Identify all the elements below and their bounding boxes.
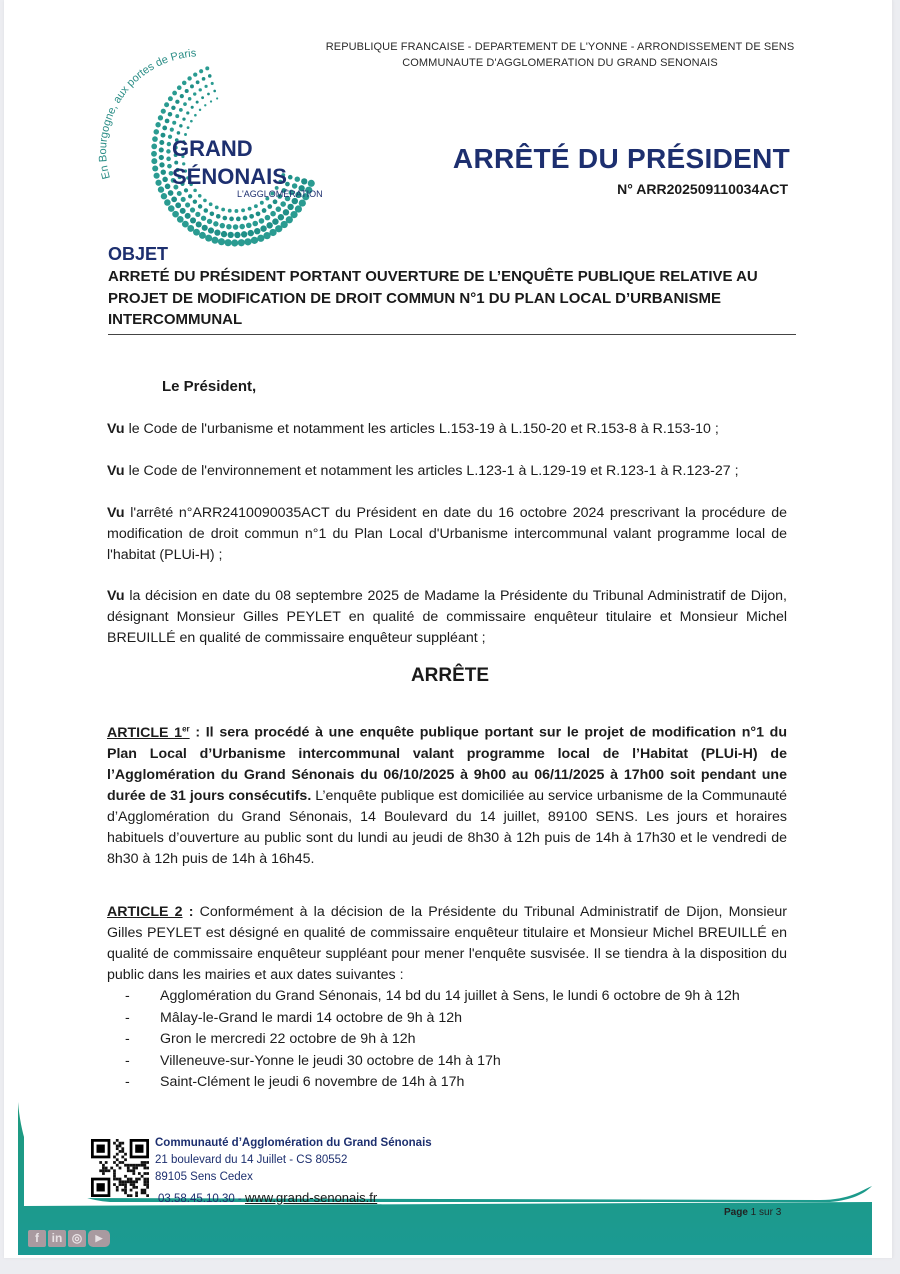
article-1 — [107, 718, 787, 870]
logo-dot — [228, 232, 234, 238]
logo-dot — [209, 202, 213, 206]
youtube-icon[interactable]: ▶ — [88, 1230, 110, 1247]
vu-label: Vu — [107, 505, 125, 521]
vu-label: Vu — [107, 588, 125, 604]
logo-dot — [241, 208, 245, 212]
logo-dot — [216, 97, 218, 99]
logo-dot — [196, 221, 202, 227]
logo-dot — [159, 147, 164, 152]
website-link[interactable]: www.grand-senonais.fr — [244, 1190, 378, 1205]
logo-subtitle: L'AGGLOMÉRATION — [237, 189, 323, 199]
logo-dot — [251, 237, 258, 244]
objet-text: ARRETÉ DU PRÉSIDENT PORTANT OUVERTURE DE L’ENQUÊTE PUBLIQUE RELATIVE AU PROJET DE MODIFICATION DE DROIT COMMUN N°1 DU PLAN LOCAL D’URBANISME INTERCOMMUNAL — [108, 266, 796, 335]
logo-dot — [190, 217, 196, 223]
logo-dot — [190, 84, 194, 88]
logo-dot — [168, 190, 174, 196]
logo-dot — [152, 136, 158, 142]
header-line-2: COMMUNAUTE D'AGGLOMERATION DU GRAND SENONAIS — [402, 57, 718, 69]
logo-dot — [210, 100, 212, 102]
logo-dot — [175, 100, 179, 104]
logo-dot — [205, 66, 209, 70]
logo-dot — [154, 129, 160, 135]
footer-address: 21 boulevard du 14 Juillet - CS 80552 — [155, 1154, 348, 1166]
logo-dot — [267, 204, 272, 209]
logo-dot — [185, 213, 191, 219]
logo-dot — [215, 205, 219, 209]
list-item: - Saint-Clément le jeudi 6 novembre de 14h à 17h — [125, 1074, 465, 1090]
logo-dot — [254, 204, 258, 208]
logo-dot — [179, 108, 183, 112]
logo-dot — [181, 197, 186, 202]
logo-dot — [175, 114, 179, 118]
logo-dot — [185, 89, 189, 93]
logo-dot — [204, 85, 207, 88]
logo-dot — [256, 211, 261, 216]
list-item: - Gron le mercredi 22 octobre de 9h à 12h — [125, 1031, 416, 1047]
logo-dot — [177, 216, 184, 223]
logo-dot — [260, 201, 264, 205]
logo-dot — [214, 230, 220, 236]
arrete-heading: ARRÊTE — [410, 665, 490, 686]
logo-dot — [193, 189, 197, 193]
logo-dot — [205, 235, 212, 242]
logo-dot — [162, 177, 168, 183]
logo-dot — [193, 92, 196, 95]
logo-dot — [199, 88, 202, 91]
logo-dot — [199, 109, 201, 111]
logo-dot — [273, 199, 278, 204]
logo-dot — [166, 157, 171, 162]
logo-dot — [244, 238, 251, 245]
logo-dot — [266, 222, 272, 228]
list-item: - Agglomération du Grand Sénonais, 14 bd du 14 juillet à Sens, le lundi 6 octobre de 9h à 12h — [125, 988, 740, 1004]
qr-code[interactable] — [91, 1139, 149, 1197]
logo-dot — [191, 106, 194, 109]
article-2: ARTICLE 2 : Conformément à la décision de la Présidente du Tribunal Administratif de Dijon, Monsieur Gilles PEYLET est désigné en qualité de commissaire enquêteur titulaire et Monsieur Michel BREUILLÉ en qualité de commissaire enquêteur suppléant pour mener l'enquête susvisée. Il se tiendra à la disposition du public dans les mairies et aux dates suivantes : - Agglomération du Grand Sénonais, 14 bd du 14 juillet à Sens, le lundi 6 octobre de 9h à 12h - Mâlay-le-Grand le mardi 14 octobre de 9h à 12h - Gron le mercredi 22 octobre de 9h à 12h - Villeneuve-sur-Yonne le jeudi 30 octobre de 14h à 17h - Saint-Clément le jeudi 6 novembre de 14h à 17h — [107, 902, 787, 1094]
logo-tagline: En Bourgogne, aux portes de Paris — [97, 47, 197, 181]
logo-dot — [262, 208, 267, 213]
logo-dot — [203, 199, 207, 203]
logo-dot — [172, 91, 177, 96]
instagram-icon[interactable]: ◎ — [68, 1230, 86, 1247]
logo-dot — [168, 205, 175, 212]
logo-dot — [292, 183, 298, 189]
considerant-text: le Code de l'environnement et notamment les articles L.123-1 à L.129-19 et R.123-1 à R.123-27 ; — [128, 463, 739, 479]
logo-dot — [185, 202, 190, 207]
logo-dot — [199, 232, 206, 239]
logo-dot — [172, 211, 179, 218]
logo-dot — [202, 77, 206, 81]
logo-dot — [238, 239, 245, 246]
logo-dot — [288, 175, 293, 180]
vu-label: Vu — [107, 421, 125, 437]
logo-dot — [233, 224, 239, 230]
logo-dot — [161, 170, 166, 175]
logo-dot — [225, 239, 232, 246]
logo-dot — [175, 202, 181, 208]
logo-dot — [194, 114, 197, 117]
logo-dot — [270, 211, 276, 217]
logo-dot — [259, 218, 265, 224]
considerant-3 — [107, 503, 787, 566]
logo-dot — [151, 144, 157, 150]
logo-dot — [161, 193, 167, 199]
logo-dot — [208, 74, 212, 78]
considerant-4 — [107, 586, 787, 649]
logo-dot — [226, 224, 231, 229]
logo-dot — [151, 151, 157, 157]
objet-label: OBJET — [108, 244, 169, 264]
logo-dot — [276, 206, 282, 212]
article-1-text: L’enquête publique est domiciliée au service urbanisme de la Communauté d’Agglomération du Grand Sénonais, 14 Boulevard du 14 juillet, 89100 SENS. Les jours et horaires habituels d’ouverture au public sont du lundi au jeudi de 8h30 à 12h puis de 14h à 17h30 et le vendredi de 8h30 à 12h puis de 14h à 16h45. — [107, 787, 787, 867]
logo-dot — [236, 217, 241, 222]
logo-dot — [301, 178, 307, 184]
considerant-1 — [107, 419, 787, 440]
logo-dot — [220, 223, 225, 228]
logo-dot — [168, 112, 173, 117]
logo-dot — [248, 230, 254, 236]
logo-dot — [216, 214, 221, 219]
logo-dot — [166, 149, 170, 153]
logo-dot — [231, 239, 238, 246]
logo-dot — [165, 184, 171, 190]
logo-dot — [170, 128, 174, 132]
logo-dot — [204, 208, 209, 213]
logo-dot — [165, 119, 170, 124]
logo-dot — [151, 158, 157, 164]
logo-dot — [243, 216, 248, 221]
logo-dot — [295, 205, 302, 212]
logo-dot — [177, 85, 182, 90]
logo-dot — [158, 186, 164, 192]
logo-dot — [180, 208, 186, 214]
logo-name-line2: SÉNONAIS — [172, 164, 287, 189]
logo-dot — [228, 209, 232, 213]
logo-dot — [158, 115, 163, 120]
logo-dot — [177, 191, 182, 196]
logo-dot — [164, 102, 169, 107]
list-item: - Mâlay-le-Grand le mardi 14 octobre de 9h à 12h — [125, 1009, 463, 1026]
logo-dot — [183, 102, 187, 106]
logo-dot — [196, 101, 199, 104]
grand-senonais-logo — [90, 38, 350, 248]
logo-dot — [159, 140, 164, 145]
logo-dot — [218, 238, 225, 245]
logo-dot — [248, 207, 252, 211]
logo-dot — [234, 232, 240, 238]
logo-dot — [154, 173, 160, 179]
logo-dot — [213, 221, 218, 226]
header-line-1: REPUBLIQUE FRANCAISE - DEPARTEMENT DE L'YONNE - ARRONDISSEMENT DE SENS — [325, 41, 795, 53]
logo-dot — [179, 124, 182, 127]
footer-organization: Communauté d’Agglomération du Grand Sénonais — [155, 1137, 432, 1149]
logo-dot — [204, 104, 206, 106]
footer-contact — [158, 1190, 377, 1205]
footer-phone: 03.58.45.10.30 - — [158, 1193, 245, 1205]
logo-dot — [159, 155, 164, 160]
logo-dot — [249, 214, 254, 219]
president-salutation: Le Président, — [162, 378, 257, 395]
article-1-label: ARTICLE 1er — [107, 724, 190, 741]
logo-dot — [182, 81, 187, 86]
considerant-text: la décision en date du 08 septembre 2025 de Madame la Présidente du Tribunal Administratif de Dijon, désignant Monsieur Gilles PEYLET en qualité de commissaire enquêteur titulaire et Monsieur Michel BREUILLÉ en qualité de commissaire enquêteur suppléant ; — [107, 588, 787, 646]
linkedin-icon[interactable]: in — [48, 1230, 66, 1247]
logo-dot — [272, 218, 278, 224]
logo-dot — [201, 216, 206, 221]
logo-dot — [239, 224, 245, 230]
logo-dot — [159, 162, 164, 167]
list-item: - Villeneuve-sur-Yonne le jeudi 30 octobre de 14h à 17h — [125, 1052, 501, 1069]
considerant-text: le Code de l'urbanisme et notamment les articles L.153-19 à L.150-20 et R.153-8 à R.153-10 ; — [128, 421, 719, 437]
logo-dot — [193, 199, 197, 203]
logo-dot — [287, 204, 293, 210]
logo-dot — [188, 97, 192, 101]
logo-dot — [201, 96, 204, 99]
logo-dot — [208, 227, 214, 233]
logo-dot — [190, 207, 195, 212]
logo-dot — [195, 212, 200, 217]
document-title: ARRÊTÉ DU PRÉSIDENT — [452, 143, 790, 174]
logo-dot — [207, 93, 210, 96]
logo-dot — [188, 194, 192, 198]
logo-dot — [152, 165, 158, 171]
logo-dot — [187, 225, 194, 232]
logo-dot — [187, 126, 190, 129]
logo-dot — [210, 212, 215, 217]
article-2-text: Conformément à la décision de la Présidente du Tribunal Administratif de Dijon, Monsieur Gilles PEYLET est désigné en qualité de commissaire enquêteur titulaire et Monsieur Michel BREUILLÉ en qualité de commissaire enquêteur suppléant pour mener l'enquête susvisée. Il se tiendra à la disposition du public dans les mairies et aux dates suivantes : — [107, 904, 788, 983]
logo-dot — [171, 106, 175, 110]
social-links — [28, 1230, 110, 1247]
footer-city: 89105 Sens Cedex — [155, 1171, 253, 1183]
logo-dot — [172, 121, 176, 125]
logo-dot — [155, 180, 161, 186]
logo-dot — [193, 72, 197, 76]
logo-dot — [199, 69, 203, 73]
logo-dot — [221, 208, 225, 212]
logo-dot — [162, 126, 167, 131]
page-number: Page 1 sur 3 — [724, 1207, 782, 1218]
logo-dot — [161, 133, 166, 138]
logo-dot — [278, 214, 284, 220]
logo-dot — [246, 223, 252, 229]
permanence-dates-list — [107, 986, 787, 1094]
article-2-label: ARTICLE 2 — [107, 904, 183, 920]
logo-dot — [155, 122, 160, 127]
logo-dot — [260, 225, 266, 231]
considerant-2 — [107, 461, 787, 482]
logo-dot — [202, 225, 208, 231]
logo-dot — [229, 217, 234, 222]
logo-dot — [167, 142, 171, 146]
logo-dot — [187, 76, 191, 80]
logo-dot — [257, 235, 264, 242]
logo-dot — [164, 199, 171, 206]
logo-dot — [207, 219, 212, 224]
logo-dot — [171, 196, 177, 202]
logo-dot — [213, 90, 216, 93]
logo-dot — [198, 204, 202, 208]
logo-dot — [241, 231, 247, 237]
logo-dot — [198, 194, 202, 198]
logo-dot — [196, 80, 200, 84]
logo-dot — [252, 221, 258, 227]
logo-dot — [177, 131, 181, 135]
logo-dot — [186, 111, 189, 114]
logo-dot — [161, 109, 166, 114]
logo-dot — [234, 209, 238, 213]
considerant-text: l'arrêté n°ARR2410090035ACT du Président en date du 16 octobre 2024 prescrivant la procédure de modification de droit commun n°1 du Plan Local d'Urbanisme intercommunal valant programme local de l'habitat (PLUi-H) ; — [107, 505, 787, 563]
logo-dot — [168, 96, 173, 101]
logo-dot — [221, 231, 227, 237]
logo-dot — [308, 180, 315, 187]
article-1-bold-text: : Il sera procédé à une enquête publique portant sur le projet de modification n°1 du Plan Local d’Urbanisme intercommunal valant programme local de l’Habitat (PLUi-H) de l’Agglomération du Grand Sénonais du 06/10/2025 à 9h00 au 06/11/2025 à 17h00 soit pendant une durée de 31 jours consécutifs. — [107, 724, 787, 804]
logo-dot — [180, 94, 184, 98]
logo-dot — [295, 176, 300, 181]
logo-dot — [254, 228, 260, 234]
logo-dot — [211, 237, 218, 244]
logo-name-line1: GRAND — [172, 136, 253, 161]
logo-dot — [265, 215, 271, 221]
logo-dot — [182, 221, 189, 228]
arrete-number: N° ARR202509110034ACT — [617, 181, 788, 197]
logo-dot — [182, 118, 185, 121]
logo-dot — [280, 201, 286, 207]
logo-dot — [190, 120, 193, 123]
facebook-icon[interactable]: f — [28, 1230, 46, 1247]
logo-dot — [193, 229, 200, 236]
logo-dot — [299, 199, 306, 206]
logo-dot — [223, 216, 228, 221]
logo-dot — [283, 209, 289, 215]
logo-dot — [211, 82, 214, 85]
vu-label: Vu — [107, 463, 125, 479]
